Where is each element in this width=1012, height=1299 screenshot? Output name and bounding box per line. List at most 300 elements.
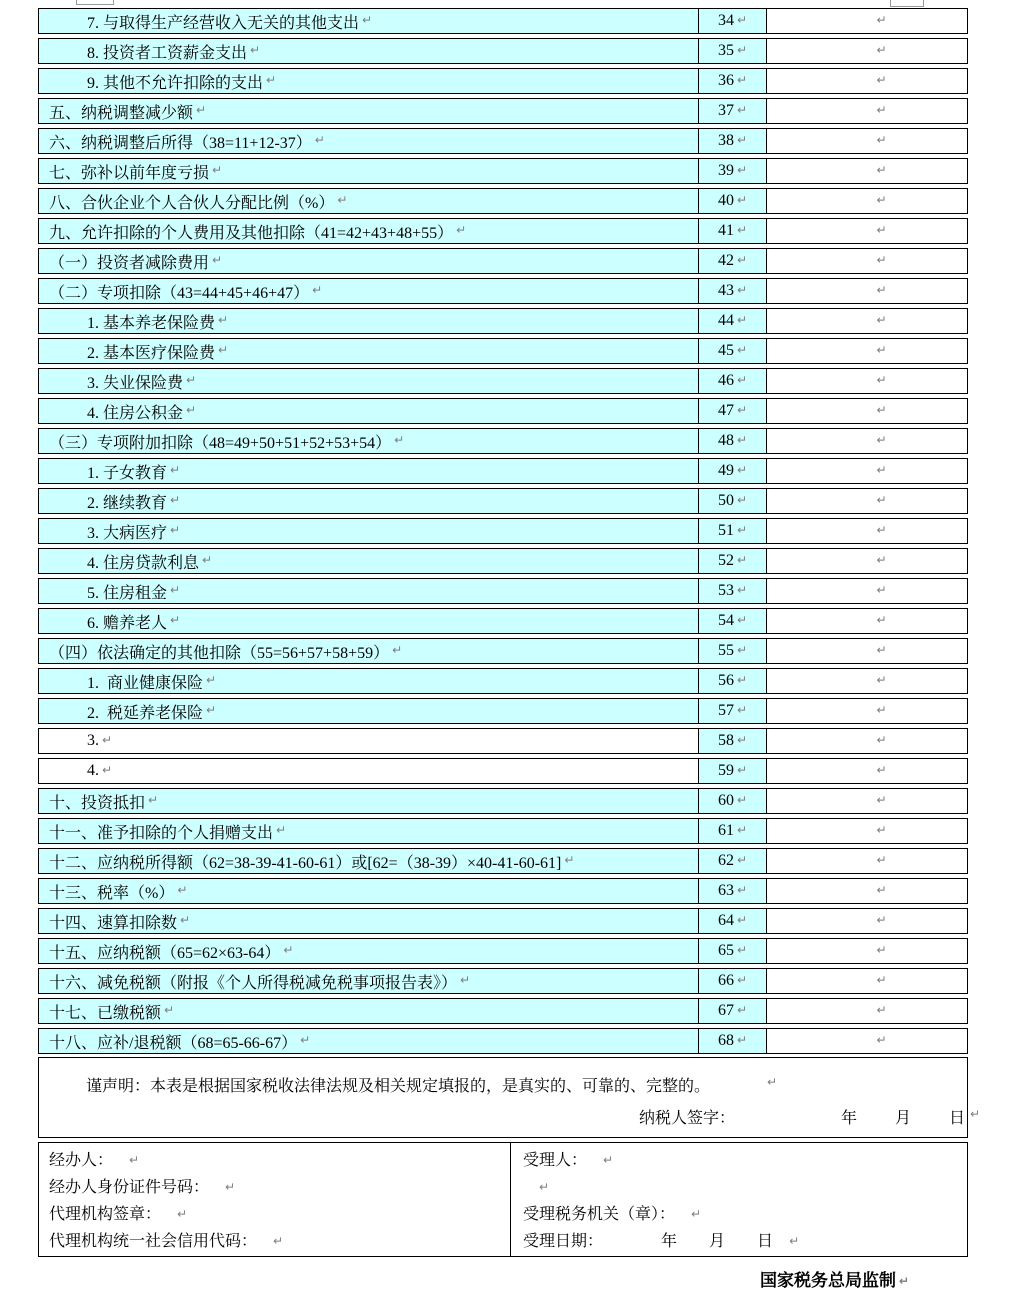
row-number-cell — [698, 998, 766, 1024]
taxpayer-signature-label: 纳税人签字： — [639, 1110, 736, 1127]
paragraph-mark-icon: ↵ — [186, 403, 197, 417]
table-row — [38, 968, 968, 994]
row-label-text: 七、弥补以前年度亏损 — [49, 164, 210, 182]
paragraph-mark-icon: ↵ — [736, 193, 748, 207]
row-label-text: （四）依法确定的其他扣除（55=56+57+58+59） — [49, 644, 390, 662]
row-label-cell — [38, 938, 698, 964]
paragraph-mark-icon: ↵ — [736, 13, 748, 27]
paragraph-mark-icon: ↵ — [876, 493, 887, 507]
acceptance-field-line[interactable] — [523, 1228, 967, 1255]
row-label-cell — [38, 638, 698, 664]
row-label-cell — [38, 848, 698, 874]
row-number-text: 66 — [717, 972, 734, 989]
row-number-text: 65 — [717, 942, 734, 959]
row-number-text: 47 — [717, 402, 734, 419]
paragraph-mark-icon: ↵ — [736, 643, 748, 657]
row-value-cell[interactable] — [766, 848, 968, 874]
row-number-text: 64 — [717, 912, 734, 929]
paragraph-mark-icon: ↵ — [876, 763, 887, 777]
row-label-text: 十三、税率（%） — [49, 884, 175, 902]
table-row — [38, 548, 968, 574]
paragraph-mark-icon: ↵ — [212, 163, 223, 177]
row-number-text: 62 — [717, 852, 734, 869]
paragraph-mark-icon: ↵ — [876, 223, 887, 237]
row-number-text: 50 — [717, 492, 734, 509]
row-label-text: 五、纳税调整减少额 — [49, 104, 194, 122]
paragraph-mark-icon: ↵ — [876, 163, 887, 177]
paragraph-mark-icon: ↵ — [736, 793, 748, 807]
row-value-cell[interactable] — [766, 938, 968, 964]
paragraph-mark-icon: ↵ — [736, 373, 748, 387]
table-row — [38, 278, 968, 304]
row-number-cell — [698, 848, 766, 874]
row-number-text: 39 — [717, 162, 734, 179]
paragraph-mark-icon: ↵ — [736, 973, 748, 987]
row-number-cell — [698, 308, 766, 334]
paragraph-mark-icon: ↵ — [736, 343, 748, 357]
row-number-text: 44 — [717, 312, 734, 329]
row-number-cell — [698, 368, 766, 394]
row-value-cell[interactable] — [766, 368, 968, 394]
agent-field-label: 代理机构统一社会信用代码： — [49, 1233, 258, 1250]
row-label-cell — [38, 218, 698, 244]
row-number-text: 56 — [717, 672, 734, 689]
paragraph-mark-icon: ↵ — [736, 823, 748, 837]
row-number-text: 67 — [717, 1002, 734, 1019]
paragraph-mark-icon: ↵ — [736, 163, 748, 177]
paragraph-mark-icon: ↵ — [225, 1180, 236, 1194]
row-value-cell[interactable] — [766, 98, 968, 124]
paragraph-mark-icon: ↵ — [899, 1274, 910, 1288]
paragraph-mark-icon: ↵ — [129, 1153, 140, 1167]
paragraph-mark-icon: ↵ — [736, 283, 748, 297]
row-number-text: 57 — [717, 702, 734, 719]
paragraph-mark-icon: ↵ — [180, 913, 191, 927]
paragraph-mark-icon: ↵ — [736, 703, 748, 717]
paragraph-mark-icon: ↵ — [876, 523, 887, 537]
paragraph-mark-icon: ↵ — [283, 943, 294, 957]
paragraph-mark-icon: ↵ — [876, 13, 887, 27]
table-row — [38, 728, 968, 754]
paragraph-mark-icon: ↵ — [177, 883, 188, 897]
paragraph-mark-icon: ↵ — [691, 1207, 702, 1221]
paragraph-mark-icon: ↵ — [876, 673, 887, 687]
paragraph-mark-icon: ↵ — [876, 823, 887, 837]
row-number-cell — [698, 698, 766, 724]
row-label-text: 2. 税延养老保险 — [87, 704, 204, 722]
row-label-cell — [38, 668, 698, 694]
paragraph-mark-icon: ↵ — [876, 973, 887, 987]
row-number-text: 59 — [717, 762, 734, 779]
agent-column — [39, 1143, 511, 1256]
paragraph-mark-icon: ↵ — [148, 793, 159, 807]
row-label-text: 十五、应纳税额（65=62×63-64） — [49, 944, 281, 962]
agent-field-line[interactable] — [49, 1228, 510, 1255]
row-value-cell[interactable] — [766, 968, 968, 994]
row-number-text: 60 — [717, 792, 734, 809]
row-value-cell[interactable] — [766, 908, 968, 934]
paragraph-mark-icon: ↵ — [102, 733, 113, 747]
table-row — [38, 638, 968, 664]
row-value-cell[interactable] — [766, 8, 968, 34]
row-label-text: 6. 赡养老人 — [87, 614, 168, 632]
paragraph-mark-icon: ↵ — [876, 373, 887, 387]
row-number-cell — [698, 128, 766, 154]
row-value-cell[interactable] — [766, 308, 968, 334]
paragraph-mark-icon: ↵ — [736, 403, 748, 417]
row-label-text: 十、投资抵扣 — [49, 794, 146, 812]
row-number-text: 42 — [717, 252, 734, 269]
table-row — [38, 788, 968, 814]
row-value-cell[interactable] — [766, 728, 968, 754]
agent-acceptance-section — [38, 1142, 968, 1257]
agent-field-label: 代理机构签章： — [49, 1206, 162, 1223]
row-value-cell[interactable] — [766, 608, 968, 634]
paragraph-mark-icon: ↵ — [218, 343, 229, 357]
row-label-cell — [38, 728, 698, 754]
row-label-cell — [38, 488, 698, 514]
paragraph-mark-icon: ↵ — [876, 403, 887, 417]
row-value-cell[interactable] — [766, 458, 968, 484]
row-value-cell[interactable] — [766, 278, 968, 304]
table-row — [38, 578, 968, 604]
row-number-text: 34 — [717, 12, 734, 29]
paragraph-mark-icon: ↵ — [394, 433, 405, 447]
row-label-text: 4. 住房贷款利息 — [87, 554, 200, 572]
paragraph-mark-icon: ↵ — [564, 853, 575, 867]
paragraph-mark-icon: ↵ — [876, 643, 887, 657]
paragraph-mark-icon: ↵ — [736, 613, 748, 627]
row-label-cell — [38, 518, 698, 544]
paragraph-mark-icon: ↵ — [164, 1003, 175, 1017]
row-label-cell — [38, 158, 698, 184]
row-number-text: 41 — [717, 222, 734, 239]
paragraph-mark-icon: ↵ — [876, 613, 887, 627]
paragraph-mark-icon: ↵ — [362, 13, 373, 27]
paragraph-mark-icon: ↵ — [876, 1033, 887, 1047]
row-number-cell — [698, 338, 766, 364]
paragraph-mark-icon: ↵ — [876, 883, 887, 897]
row-label-text: （二）专项扣除（43=44+45+46+47） — [49, 284, 310, 302]
row-label-cell — [38, 788, 698, 814]
row-label-text: 六、纳税调整后所得（38=11+12-37） — [49, 134, 312, 152]
row-label-cell — [38, 98, 698, 124]
table-row — [38, 398, 968, 424]
table-row — [38, 98, 968, 124]
paragraph-mark-icon: ↵ — [736, 853, 748, 867]
row-value-cell[interactable] — [766, 638, 968, 664]
row-label-cell — [38, 398, 698, 424]
row-label-text: 十一、准予扣除的个人捐赠支出 — [49, 824, 274, 842]
row-label-text: （三）专项附加扣除（48=49+50+51+52+53+54） — [49, 434, 392, 452]
row-value-cell[interactable] — [766, 188, 968, 214]
row-number-cell — [698, 248, 766, 274]
row-label-text: 3. — [87, 732, 99, 749]
row-number-cell — [698, 518, 766, 544]
table-row — [38, 158, 968, 184]
paragraph-mark-icon: ↵ — [876, 193, 887, 207]
row-value-cell[interactable] — [766, 668, 968, 694]
row-value-cell[interactable] — [766, 38, 968, 64]
acceptance-column — [511, 1143, 967, 1256]
row-label-cell — [38, 698, 698, 724]
paragraph-mark-icon: ↵ — [876, 913, 887, 927]
row-number-cell — [698, 608, 766, 634]
paragraph-mark-icon: ↵ — [736, 493, 748, 507]
table-row — [38, 998, 968, 1024]
row-label-cell — [38, 1028, 698, 1054]
row-value-cell[interactable] — [766, 338, 968, 364]
row-number-cell — [698, 428, 766, 454]
row-number-cell — [698, 488, 766, 514]
paragraph-mark-icon: ↵ — [170, 613, 181, 627]
table-row — [38, 68, 968, 94]
row-label-cell — [38, 548, 698, 574]
row-label-cell — [38, 908, 698, 934]
row-value-cell[interactable] — [766, 68, 968, 94]
row-number-text: 61 — [717, 822, 734, 839]
row-number-cell — [698, 788, 766, 814]
row-number-cell — [698, 398, 766, 424]
table-row — [38, 818, 968, 844]
row-number-text: 53 — [717, 582, 734, 599]
row-number-text: 54 — [717, 612, 734, 629]
row-label-text: 九、允许扣除的个人费用及其他扣除（41=42+43+48+55） — [49, 224, 454, 242]
table-row — [38, 8, 968, 34]
paragraph-mark-icon: ↵ — [736, 223, 748, 237]
row-label-cell — [38, 458, 698, 484]
paragraph-mark-icon: ↵ — [170, 523, 181, 537]
row-number-cell — [698, 8, 766, 34]
row-number-cell — [698, 578, 766, 604]
row-value-cell[interactable] — [766, 158, 968, 184]
row-label-cell — [38, 968, 698, 994]
table-row — [38, 218, 968, 244]
paragraph-mark-icon: ↵ — [186, 373, 197, 387]
row-label-cell — [38, 578, 698, 604]
row-number-cell — [698, 818, 766, 844]
paragraph-mark-icon: ↵ — [206, 673, 217, 687]
row-number-cell — [698, 968, 766, 994]
paragraph-mark-icon: ↵ — [736, 883, 748, 897]
acceptance-date-word: 月 — [709, 1233, 726, 1250]
paragraph-mark-icon: ↵ — [314, 133, 325, 147]
paragraph-mark-icon: ↵ — [736, 73, 748, 87]
row-value-cell[interactable] — [766, 218, 968, 244]
signature-day-label: 日 — [949, 1110, 966, 1127]
paragraph-mark-icon: ↵ — [736, 523, 748, 537]
paragraph-mark-icon: ↵ — [876, 133, 887, 147]
paragraph-mark-icon: ↵ — [102, 763, 113, 777]
row-label-text: 7. 与取得生产经营收入无关的其他支出 — [87, 14, 360, 32]
row-value-cell[interactable] — [766, 548, 968, 574]
row-number-cell — [698, 938, 766, 964]
paragraph-mark-icon: ↵ — [876, 1003, 887, 1017]
paragraph-mark-icon: ↵ — [170, 583, 181, 597]
declaration-section — [38, 1057, 981, 1138]
row-label-cell — [38, 818, 698, 844]
acceptance-field-line[interactable] — [523, 1174, 967, 1201]
row-value-cell[interactable] — [766, 998, 968, 1024]
tax-form-table — [38, 8, 968, 1054]
row-value-cell[interactable] — [766, 698, 968, 724]
row-number-text: 52 — [717, 552, 734, 569]
paragraph-mark-icon: ↵ — [250, 43, 261, 57]
row-label-text: 十六、减免税额（附报《个人所得税减免税事项报告表》） — [49, 974, 458, 992]
paragraph-mark-icon: ↵ — [736, 583, 748, 597]
table-row — [38, 368, 968, 394]
paragraph-mark-icon: ↵ — [736, 1033, 748, 1047]
row-number-text: 46 — [717, 372, 734, 389]
row-number-cell — [698, 668, 766, 694]
paragraph-mark-icon: ↵ — [767, 1075, 778, 1089]
row-label-cell — [38, 278, 698, 304]
row-label-cell — [38, 8, 698, 34]
paragraph-mark-icon: ↵ — [736, 553, 748, 567]
paragraph-mark-icon: ↵ — [876, 253, 887, 267]
paragraph-mark-icon: ↵ — [170, 493, 181, 507]
paragraph-mark-icon: ↵ — [177, 1207, 188, 1221]
row-number-text: 55 — [717, 642, 734, 659]
row-number-cell — [698, 188, 766, 214]
row-value-cell[interactable] — [766, 878, 968, 904]
row-number-cell — [698, 638, 766, 664]
paragraph-mark-icon: ↵ — [539, 1180, 550, 1194]
table-row — [38, 188, 968, 214]
row-number-cell — [698, 158, 766, 184]
table-row — [38, 338, 968, 364]
declaration-statement: 谨声明：本表是根据国家税收法律法规及相关规定填报的，是真实的、可靠的、完整的。 — [86, 1078, 711, 1095]
paragraph-mark-icon: ↵ — [218, 313, 229, 327]
paragraph-mark-icon: ↵ — [603, 1153, 614, 1167]
row-value-cell[interactable] — [766, 398, 968, 424]
row-label-text: 9. 其他不允许扣除的支出 — [87, 74, 264, 92]
paragraph-mark-icon: ↵ — [736, 913, 748, 927]
paragraph-mark-icon: ↵ — [736, 133, 748, 147]
row-value-cell[interactable] — [766, 428, 968, 454]
table-row — [38, 488, 968, 514]
table-row — [38, 128, 968, 154]
acceptance-field-label: 受理人： — [523, 1152, 588, 1169]
row-label-text: 2. 基本医疗保险费 — [87, 344, 216, 362]
paragraph-mark-icon: ↵ — [736, 463, 748, 477]
row-number-cell — [698, 908, 766, 934]
row-label-text: 5. 住房租金 — [87, 584, 168, 602]
table-row — [38, 458, 968, 484]
row-label-cell — [38, 38, 698, 64]
imprint-text: 国家税务总局监制 — [760, 1271, 896, 1290]
table-row — [38, 248, 968, 274]
paragraph-mark-icon: ↵ — [276, 823, 287, 837]
row-number-cell — [698, 548, 766, 574]
paragraph-mark-icon: ↵ — [392, 643, 403, 657]
paragraph-mark-icon: ↵ — [456, 223, 467, 237]
tax-bureau-imprint — [760, 1266, 909, 1291]
paragraph-mark-icon: ↵ — [212, 253, 223, 267]
paragraph-mark-icon: ↵ — [736, 1003, 748, 1017]
row-number-cell — [698, 758, 766, 784]
row-label-text: 2. 继续教育 — [87, 494, 168, 512]
paragraph-mark-icon: ↵ — [266, 73, 277, 87]
agent-field-line[interactable] — [49, 1147, 510, 1174]
row-value-cell[interactable] — [766, 818, 968, 844]
row-label-cell — [38, 428, 698, 454]
table-row — [38, 428, 968, 454]
row-number-cell — [698, 728, 766, 754]
row-number-cell — [698, 98, 766, 124]
row-label-text: 1. 商业健康保险 — [87, 674, 204, 692]
row-label-cell — [38, 758, 698, 784]
row-value-cell[interactable] — [766, 518, 968, 544]
row-number-text: 63 — [717, 882, 734, 899]
agent-field-line[interactable] — [49, 1174, 510, 1201]
row-number-cell — [698, 878, 766, 904]
paragraph-mark-icon: ↵ — [736, 673, 748, 687]
paragraph-mark-icon: ↵ — [736, 433, 748, 447]
row-label-text: 十八、应补/退税额（68=65-66-67） — [49, 1034, 298, 1052]
paragraph-mark-icon: ↵ — [876, 553, 887, 567]
agent-field-line[interactable] — [49, 1201, 510, 1228]
signature-year-label: 年 — [841, 1110, 858, 1127]
row-number-cell — [698, 68, 766, 94]
row-value-cell[interactable] — [766, 248, 968, 274]
row-number-cell — [698, 278, 766, 304]
row-number-cell — [698, 38, 766, 64]
paragraph-mark-icon: ↵ — [876, 43, 887, 57]
row-number-text: 45 — [717, 342, 734, 359]
row-number-text: 58 — [717, 732, 734, 749]
row-number-text: 38 — [717, 132, 734, 149]
table-row — [38, 698, 968, 724]
acceptance-field-line[interactable] — [523, 1201, 967, 1228]
paragraph-mark-icon: ↵ — [460, 973, 471, 987]
row-number-cell — [698, 458, 766, 484]
row-label-text: 3. 失业保险费 — [87, 374, 184, 392]
table-row — [38, 848, 968, 874]
table-row — [38, 878, 968, 904]
paragraph-mark-icon: ↵ — [273, 1234, 284, 1248]
row-number-text: 68 — [717, 1032, 734, 1049]
paragraph-mark-icon: ↵ — [736, 733, 748, 747]
row-value-cell[interactable] — [766, 758, 968, 784]
row-value-cell[interactable] — [766, 488, 968, 514]
row-number-text: 40 — [717, 192, 734, 209]
paragraph-mark-icon: ↵ — [736, 43, 748, 57]
paragraph-mark-icon: ↵ — [876, 793, 887, 807]
row-label-text: 1. 子女教育 — [87, 464, 168, 482]
row-label-cell — [38, 308, 698, 334]
acceptance-field-line[interactable] — [523, 1147, 967, 1174]
paragraph-mark-icon: ↵ — [312, 283, 323, 297]
paragraph-mark-icon: ↵ — [876, 733, 887, 747]
paragraph-mark-icon: ↵ — [789, 1234, 800, 1248]
row-value-cell[interactable] — [766, 1028, 968, 1054]
row-label-text: 4. 住房公积金 — [87, 404, 184, 422]
paragraph-mark-icon: ↵ — [196, 103, 207, 117]
paragraph-mark-icon: ↵ — [876, 463, 887, 477]
row-value-cell[interactable] — [766, 788, 968, 814]
row-label-cell — [38, 188, 698, 214]
row-value-cell[interactable] — [766, 578, 968, 604]
paragraph-mark-icon: ↵ — [876, 703, 887, 717]
row-label-text: （一）投资者减除费用 — [49, 254, 210, 272]
row-label-cell — [38, 248, 698, 274]
table-row — [38, 938, 968, 964]
table-row — [38, 1028, 968, 1054]
paragraph-mark-icon: ↵ — [970, 1107, 981, 1121]
row-label-cell — [38, 368, 698, 394]
row-value-cell[interactable] — [766, 128, 968, 154]
